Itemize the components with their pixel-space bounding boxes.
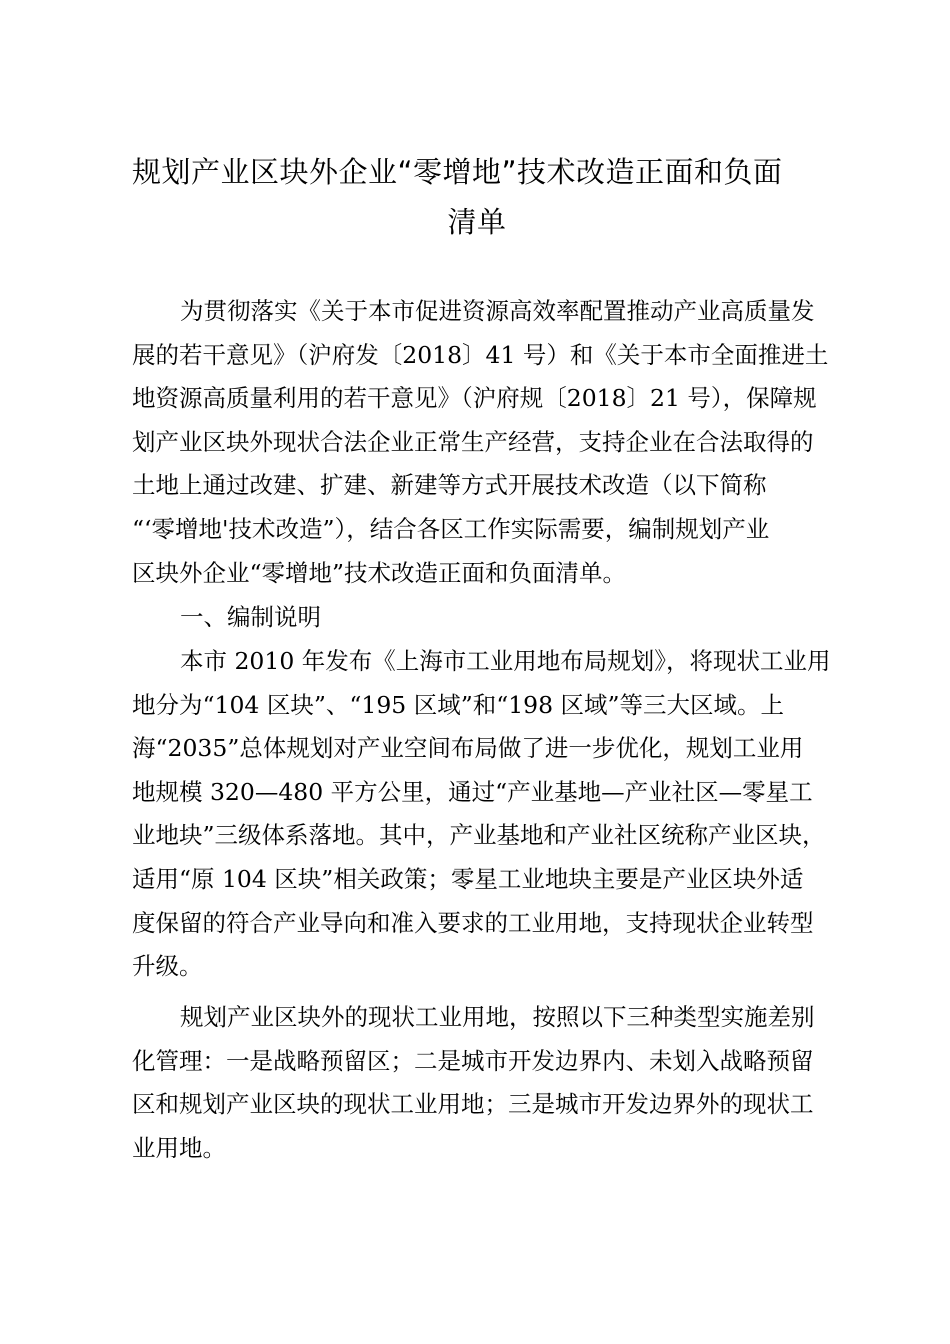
paragraph-line: 度保留的符合产业导向和准入要求的工业用地，支持现状企业转型 [132,908,814,937]
paragraph-line: 业地块”三级体系落地。其中，产业基地和产业社区统称产业区块， [132,821,826,850]
paragraph-line: “‘零增地'技术改造”），结合各区工作实际需要，编制规划产业 [132,514,770,543]
management-paragraph [132,996,832,1170]
paragraph-line: 规划产业区块外的现状工业用地，按照以下三种类型实施差别 [180,1003,815,1031]
paragraph-line: 地资源高质量利用的若干意见》（沪府规〔2018〕21 号），保障规 [132,384,817,413]
paragraph-line: 区块外企业“零增地”技术改造正面和负面清单。 [132,558,627,587]
paragraph-line: 展的若干意见》（沪府发〔2018〕41 号）和《关于本市全面推进土 [132,340,829,369]
paragraph-line: 升级。 [132,952,203,981]
planning-paragraph [132,640,832,989]
paragraph-line: 土地上通过改建、扩建、新建等方式开展技术改造（以下简称 [132,471,767,500]
section-heading [132,596,832,640]
paragraph-line: 适用“原 104 区块”相关政策；零星工业地块主要是产业区块外适 [132,864,804,893]
paragraph-line: 地规模 320—480 平方公里，通过“产业基地—产业社区—零星工 [132,777,813,806]
paragraph-line: 海“2035”总体规划对产业空间布局做了进一步优化，规划工业用 [132,734,804,763]
paragraph-line: 为贯彻落实《关于本市促进资源高效率配置推动产业高质量发 [180,297,815,325]
document-title-line-2: 清单 [447,205,507,239]
paragraph-line: 化管理：一是战略预留区；二是城市开发边界内、未划入战略预留 [132,1046,814,1075]
paragraph-line: 本市 2010 年发布《上海市工业用地布局规划》，将现状工业用 [180,647,831,675]
paragraph-line: 业用地。 [132,1133,226,1162]
document-title-line-1: 规划产业区块外企业“零增地”技术改造正面和负面 [132,155,783,189]
paragraph-line: 划产业区块外现状合法企业正常生产经营，支持企业在合法取得的 [132,427,814,456]
section-heading-text: 一、编制说明 [180,603,321,631]
intro-paragraph [132,290,832,595]
paragraph-line: 区和规划产业区块的现状工业用地；三是城市开发边界外的现状工 [132,1090,814,1119]
paragraph-line: 地分为“104 区块”、“195 区域”和“198 区域”等三大区域。上 [132,690,785,719]
